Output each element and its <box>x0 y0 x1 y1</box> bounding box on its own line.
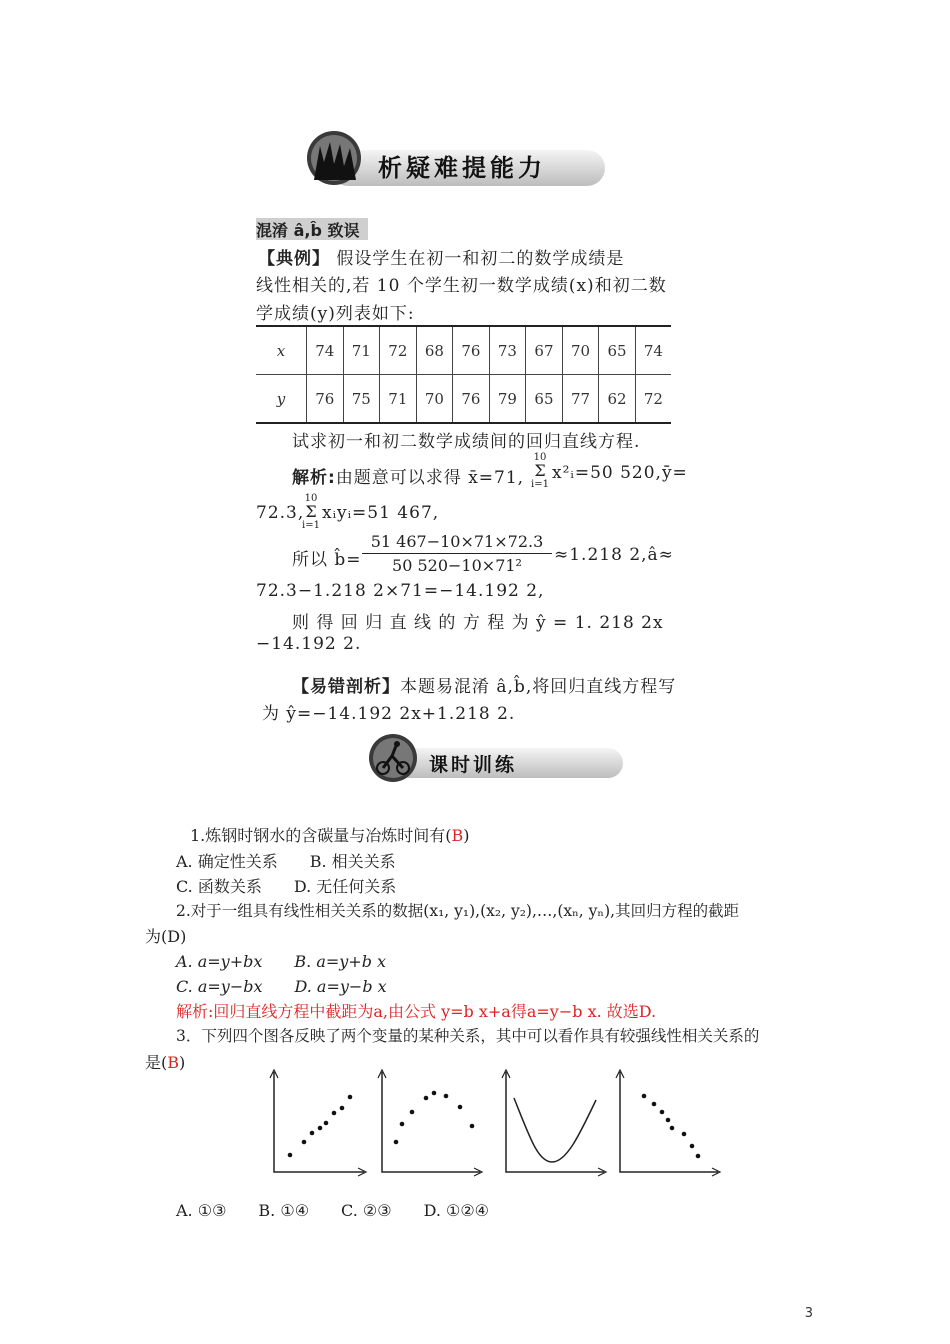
example-text-1: 假设学生在初一和初二的数学成绩是 <box>336 249 625 269</box>
table-cell: 74 <box>635 326 671 375</box>
table-cell: 71 <box>343 326 380 375</box>
curve-figure-3 <box>500 1068 610 1178</box>
section-heading <box>256 218 368 240</box>
table-cell: 75 <box>343 375 380 424</box>
cyclist-icon <box>365 732 425 784</box>
table-cell: 77 <box>562 375 599 424</box>
solution-line-3a: 所以 b̂= <box>292 550 362 570</box>
table-cell: 71 <box>380 375 417 424</box>
q3-line-2-post: ) <box>179 1053 186 1072</box>
sigma-2 <box>300 493 322 533</box>
q3-answer: B <box>167 1053 180 1072</box>
solution-line-4: 72.3−1.218 2×71=−14.192 2, <box>256 581 545 601</box>
sigma-1 <box>529 452 551 492</box>
solution-line-2a: 72.3, <box>256 503 305 523</box>
q2-line-2: 为(D) <box>145 927 187 946</box>
table-cell: 79 <box>489 375 526 424</box>
scatter-figure-1 <box>268 1068 368 1178</box>
table-row <box>256 326 671 375</box>
example-tag: 【典例】 <box>258 249 330 269</box>
scatter-figure-2 <box>376 1068 486 1178</box>
section-banner-analysis <box>300 128 610 190</box>
banner-title: 析疑难提能力 <box>378 154 546 182</box>
error-note-text: 本题易混淆 â,b̂,将回归直线方程写 <box>400 677 677 697</box>
q2-options-1: A. a=y+bx B. a=y+b x <box>176 952 387 971</box>
table-cell: 67 <box>526 326 563 375</box>
q1-options-2: C. 函数关系 D. 无任何关系 <box>176 877 397 896</box>
q1-line <box>190 823 470 846</box>
solution-line-3b: ≈1.218 2,â≈ <box>554 545 674 565</box>
table-row <box>256 375 671 424</box>
table-cell: 72 <box>380 326 417 375</box>
table-cell: 65 <box>526 375 563 424</box>
row-label: y <box>256 375 307 424</box>
table-cell: 70 <box>562 326 599 375</box>
q3-line-2 <box>145 1050 185 1073</box>
q1-close: ) <box>463 826 470 845</box>
page-number: 3 <box>804 1306 813 1321</box>
section-banner-practice <box>365 732 625 784</box>
row-label: x <box>256 326 307 375</box>
table-cell: 76 <box>453 326 490 375</box>
q1-text: 1.炼钢时钢水的含碳量与冶炼时间有( <box>190 826 452 845</box>
solution-ask: 试求初一和初二数学成绩间的回归直线方程. <box>292 432 641 452</box>
solution-line-1 <box>292 463 524 488</box>
error-note-tag: 【易错剖析】 <box>292 677 400 697</box>
sigma-1-symbol: Σ <box>534 461 546 480</box>
fraction-denominator: 50 520−10×71² <box>392 556 522 575</box>
solution-line-5: 则 得 回 归 直 线 的 方 程 为 ŷ = 1. 218 2x <box>292 613 664 633</box>
scatter-figure-4 <box>614 1068 724 1178</box>
table-cell: 76 <box>453 375 490 424</box>
banner-title-2: 课时训练 <box>429 754 518 776</box>
q2-options-2: C. a=y−bx D. a=y−b x <box>176 977 387 996</box>
q1-answer: B <box>451 826 464 845</box>
table-cell: 62 <box>599 375 636 424</box>
solution-line-6: −14.192 2. <box>256 634 362 654</box>
q1-options-1: A. 确定性关系 B. 相关关系 <box>176 852 396 871</box>
table-cell: 76 <box>307 375 344 424</box>
table-cell: 68 <box>416 326 453 375</box>
q2-analysis: 解析:回归直线方程中截距为a,由公式 y=b x+a得a=y−b x. 故选D. <box>176 1002 657 1021</box>
table-cell: 73 <box>489 326 526 375</box>
sigma-1-bottom: i=1 <box>531 479 549 490</box>
solution-line-1b: x²ᵢ=50 520,ȳ= <box>552 463 688 483</box>
table-cell: 74 <box>307 326 344 375</box>
sigma-2-top: 10 <box>304 493 318 504</box>
q3-options: A. ①③ B. ①④ C. ②③ D. ①②④ <box>176 1201 490 1220</box>
sigma-2-symbol: Σ <box>305 502 317 521</box>
example-line-3: 学成绩(y)列表如下: <box>256 304 415 324</box>
fraction-numerator: 51 467−10×71×72.3 <box>362 532 552 554</box>
q2-line-1: 2.对于一组具有线性相关关系的数据(x₁, y₁),(x₂, y₂),…,(xₙ, yₙ),其回归方程的截距 <box>176 902 740 920</box>
table-cell: 65 <box>599 326 636 375</box>
data-table <box>256 325 671 424</box>
section-heading-text: 混淆 â,b̂ 致误 <box>256 221 360 240</box>
sigma-1-top: 10 <box>533 452 547 463</box>
example-line-2: 线性相关的,若 10 个学生初一数学成绩(x)和初二数 <box>256 276 667 296</box>
error-note-line-1 <box>292 672 676 697</box>
fraction <box>362 532 552 575</box>
q3-line-2-pre: 是( <box>145 1053 168 1072</box>
sigma-2-bottom: i=1 <box>302 520 320 531</box>
solution-line-2b: xᵢyᵢ=51 467, <box>322 503 440 523</box>
q3-line-1: 3．下列四个图各反映了两个变量的某种关系，其中可以看作具有较强线性相关关系的 <box>176 1027 760 1045</box>
solution-text-1: 由题意可以求得 x̄=71, <box>335 468 525 488</box>
table-cell: 72 <box>635 375 671 424</box>
example-line-1 <box>258 244 624 269</box>
dancers-icon <box>300 128 375 190</box>
error-note-line-2: 为 ŷ=−14.192 2x+1.218 2. <box>262 704 516 724</box>
table-cell: 70 <box>416 375 453 424</box>
solution-label: 解析: <box>292 468 336 488</box>
